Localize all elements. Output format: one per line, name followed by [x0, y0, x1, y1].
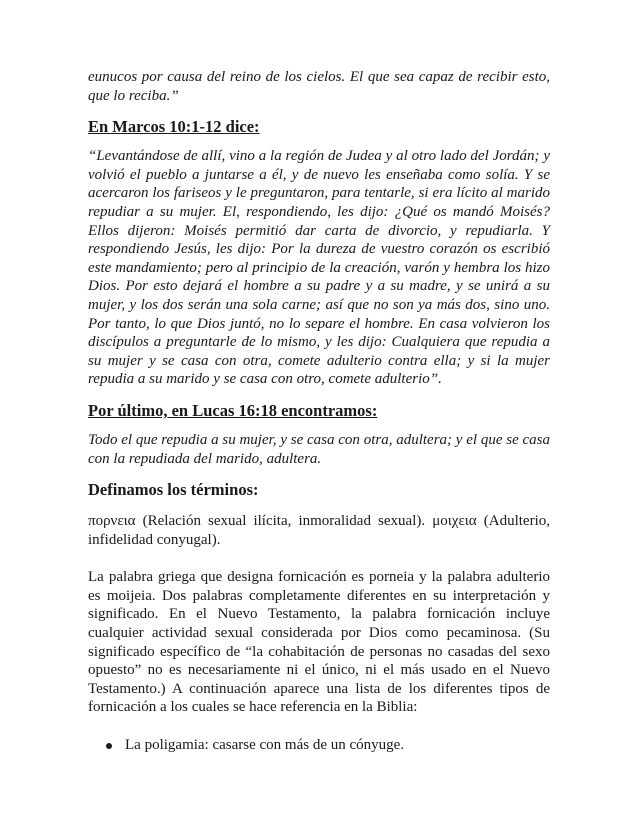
marcos-quote-paragraph: “Levantándose de allí, vino a la región de Judea y al otro lado del Jordán; y volvió el pueblo a juntarse a él, y de nuevo les enseñaba como solía. Y se acercaron los fariseos y le preguntaron, para tentarle, si era lícito al marido repudiar a su mujer. El, respondiendo, les dijo: ¿Qué os mandó Moisés? Ellos dijeron: Moisés permitió dar carta de divorcio, y repudiarla. Y respondiendo Jesús, les dijo: Por la dureza de vuestro corazón os escribió este mandamiento; pero al principio de la creación, varón y hembra los hizo Dios. Por esto dejará el hombre a su padre y a su madre, y se unirá a su mujer, y los dos serán una sola carne; así que no son ya más dos, sino uno. Por tanto, lo que Dios juntó, no lo separe el hombre. En casa volvieron los discípulos a preguntarle de lo mismo, y les dijo: Cualquiera que repudia a su mujer y se casa con otra, comete adulterio contra ella; y si la mujer repudia a su marido y se casa con otro, comete adulterio”. — [88, 148, 550, 388]
terms-paragraph: πορνεια (Relación sexual ilícita, inmoralidad sexual). μοιχεια (Adulterio, infidelidad conyugal). — [88, 513, 550, 548]
lucas-quote-paragraph: Todo el que repudia a su mujer, y se casa con otra, adultera; y el que se casa con la repudiada del marido, adultera. — [88, 431, 550, 467]
heading-terms: Definamos los términos: — [88, 480, 259, 500]
intro-quote-paragraph: eunucos por causa del reino de los cielos. El que sea capaz de recibir esto, que lo reciba.” — [88, 69, 550, 104]
heading-lucas: Por último, en Lucas 16:18 encontramos: — [88, 400, 378, 420]
bullet-icon — [106, 743, 112, 749]
fornication-types-list — [88, 736, 550, 755]
list-item-text: La poligamia: casarse con más de un cónyuge. — [125, 737, 405, 754]
explanation-paragraph: La palabra griega que designa fornicación es porneia y la palabra adulterio es moijeia. Dos palabras completamente diferentes en su interpretación y significado. En el Nuevo Testamento, la palabra fornicación incluye cualquier actividad sexual considerada por Dios como pecaminosa. (Su significado específico de “la cohabitación de personas no casadas del sexo opuesto” no es necesariamente ni el único, ni el más usado en el Nuevo Testamento.) A continuación aparece una lista de los diferentes tipos de fornicación a los cuales se hace referencia en la Biblia: — [88, 569, 550, 716]
document-page — [88, 68, 550, 755]
list-item — [88, 736, 550, 755]
heading-marcos: En Marcos 10:1-12 dice: — [88, 117, 260, 137]
